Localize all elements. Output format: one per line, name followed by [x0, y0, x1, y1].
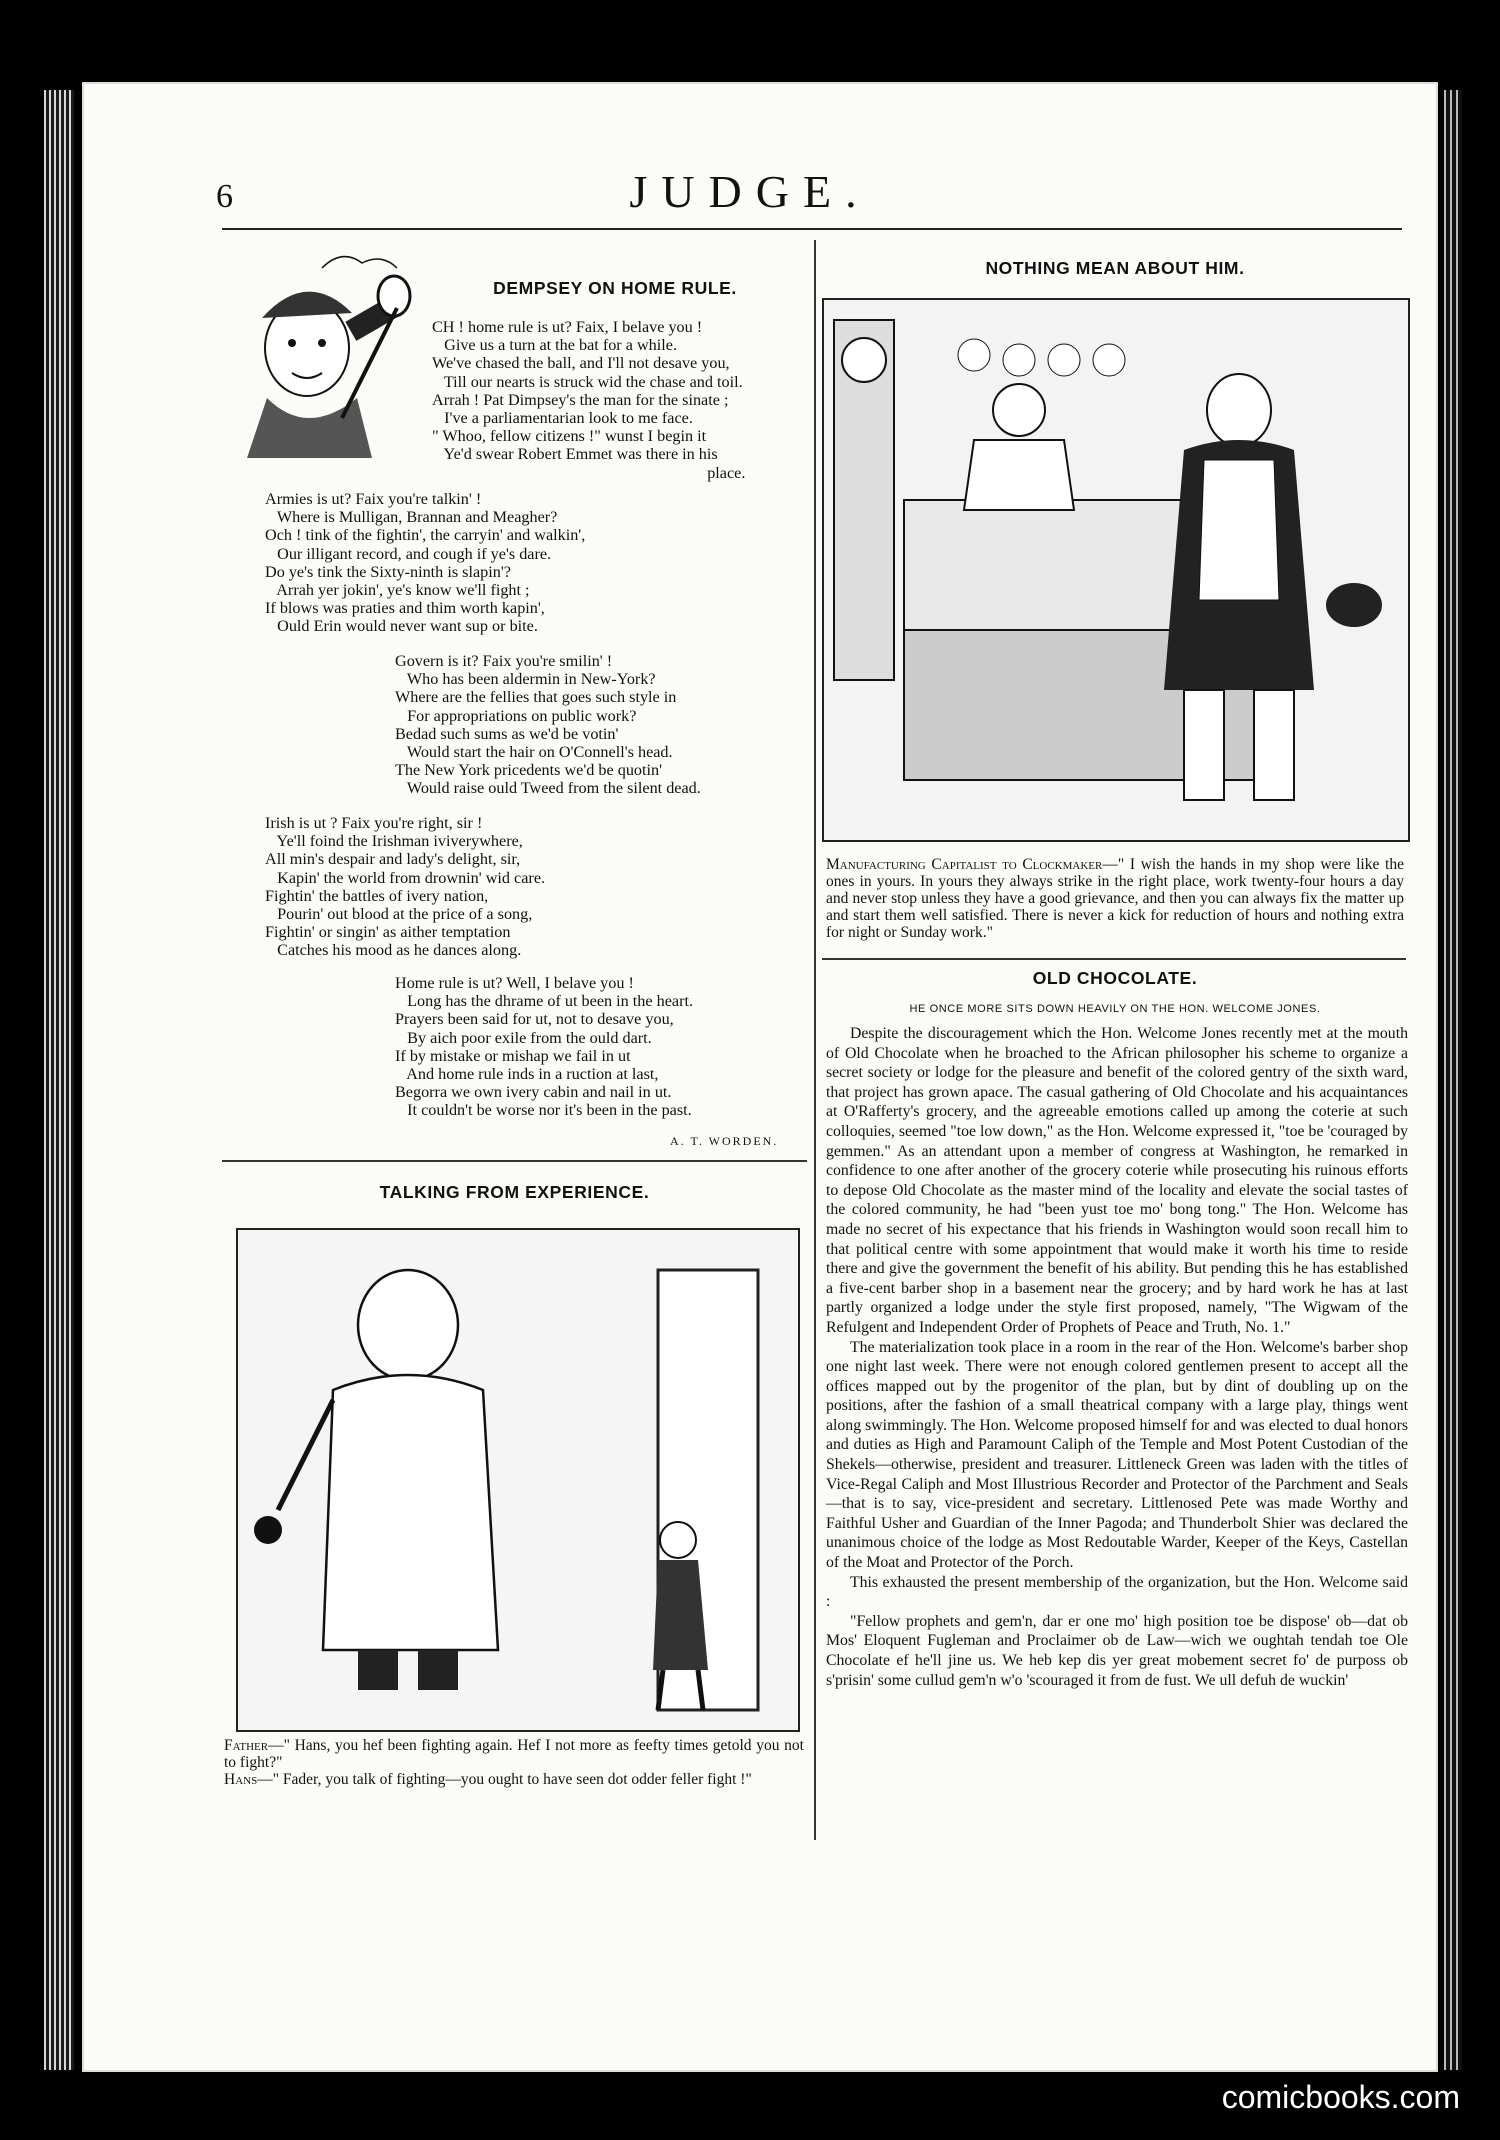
- talking-drawing: [238, 1230, 798, 1730]
- chocolate-article: [826, 1024, 1408, 1690]
- nothing-mean-title: NOTHING MEAN ABOUT HIM.: [985, 258, 1245, 278]
- chocolate-paragraph-3: This exhausted the present membership of the organization, but the Hon. Welcome said :: [826, 1573, 1408, 1611]
- watermark: comicbooks.com: [1221, 2079, 1460, 2115]
- talking-illustration: [236, 1228, 800, 1732]
- dempsey-author: A. T. WORDEN.: [670, 1134, 779, 1148]
- capitalist-text: —" I wish the hands in my shop were like the ones in yours. In yours they always strike in the right place, work twenty-four hours a day and never stop unless they have a good grievance, and then you can always fix the matter up and start them well satisfied. There is never a kick for reduction of hours and nothing extra for night or Sunday work.": [826, 856, 1404, 941]
- dempsey-illustration: [222, 248, 412, 458]
- nothing-mean-caption: [826, 856, 1404, 941]
- clockmaker-illustration: [822, 298, 1410, 842]
- left-section-rule: [222, 1160, 807, 1162]
- father-text: —" Hans, you hef been fighting again. Hef I not more as feefty times getold you not to fight?": [224, 1737, 804, 1771]
- dempsey-stanza-2: Armies is ut? Faix you're talkin' ! Where is Mulligan, Brannan and Meagher? Och ! tink of the fightin', the carryin' and walkin', Our illigant record, and cough if ye's dare. Do ye's tink the Sixty-ninth is slapin'? Arrah yer jokin', ye's know we'll fight ; If blows was praties and thim worth kapin', Ould Erin would never want sup or bite.: [265, 490, 586, 636]
- masthead: JUDGE.: [629, 166, 871, 217]
- page-number: 6: [216, 178, 233, 215]
- chocolate-paragraph-1: Despite the discouragement which the Hon. Welcome Jones recently met at the mouth of Old Chocolate when he broached to the African philosopher his scheme to organize a secret society or lodge for the pleasure and benefit of the colored gentry of the sixth ward, that project has grown apace. The casual gathering of Old Chocolate and his acquaintances at O'Rafferty's grocery, and the agreeable emotions called up among the coterie at such colloquies, seemed "toe low down," as the Hon. Welcome expressed it, "toe be 'couraged by gemmen." As an attendant upon a member of congress at Washington, he remarked in confidence to one after another of the grocery coterie while prosecuting his ruinous efforts to depose Old Chocolate as the master mind of the locality and elevate the social tastes of the colored community, he had "been yust toe mo' bong tong." The Hon. Welcome has made no secret of his expectance that his friends in Washington would soon recall him to that political centre with some appointment that would make it worth his time to reside there and give the government the benefit of his ability. But pending this he has established a five-cent barber shop in a basement near the grocery; and by hard work he has at last partly organized a lodge under the style first proposed, namely, "The Wigwam of the Refulgent and Independent Order of Prophets of Peace and Truth, No. 1.": [826, 1025, 1408, 1336]
- dempsey-sketch: [222, 248, 412, 458]
- dempsey-stanza-3: Govern is it? Faix you're smilin' ! Who has been aldermin in New-York? Where are the fellies that goes such style in For appropriations on public work? Bedad such sums as we'd be votin' Would start the hair on O'Connell's head. The New York pricedents we'd be quotin' Would raise ould Tweed from the silent dead.: [395, 652, 701, 798]
- dempsey-stanza-1: CH ! home rule is ut? Faix, I belave you ! Give us a turn at the bat for a while. We've chased the ball, and I'll not desave you, Till our nearts is struck wid the chase and toil. Arrah ! Pat Dimpsey's the man for the sinate ; I've a parliamentarian look to me face. " Whoo, fellow citizens !" wunst I begin it Ye'd swear Robert Emmet was there in his place.: [432, 318, 746, 482]
- hans-label: Hans: [224, 1771, 258, 1788]
- chocolate-paragraph-2: The materialization took place in a room in the rear of the Hon. Welcome's barber shop one night last week. There were not enough colored gentlemen present to accept all the offices mapped out by the progenitor of the plan, but by dint of doubling up on the positions, after the fashion of a small theatrical company with a large play, things went along swimmingly. The Hon. Welcome proposed himself for and was elected to dual honors and duties as High and Paramount Caliph of the Temple and Most Potent Custodian of the Shekels—otherwise, president and treasurer. Littleneck Green was laden with the titles of Vice-Regal Caliph and Most Illustrious Recorder and Protector of the Parchment and Seals—that is to say, vice-president and secretary. Littlenosed Pete was made Worthy and Faithful Usher and Guardian of the Inner Pagoda; and Thunderbolt Shier was declared the unanimous choice of the lodge as Most Redoutable Warder, Keeper of the Keys, Castellan of the Moat and Protector of the Porch.: [826, 1338, 1408, 1572]
- binding-edge-left: [44, 90, 74, 2070]
- binding-edge-right: [1444, 90, 1462, 2070]
- clockmaker-drawing: [824, 300, 1408, 840]
- dempsey-title: DEMPSEY ON HOME RULE.: [493, 278, 737, 298]
- father-label: Father: [224, 1737, 269, 1754]
- capitalist-label: Manufacturing Capitalist to Clockmaker: [826, 856, 1103, 873]
- chocolate-title: OLD CHOCOLATE.: [1032, 968, 1198, 988]
- talking-title: TALKING FROM EXPERIENCE.: [379, 1182, 650, 1202]
- dempsey-stanza-4: Irish is ut ? Faix you're right, sir ! Ye'll foind the Irishman iviverywhere, All min's despair and lady's delight, sir, Kapin' the world from drownin' wid care. Fightin' the battles of ivery nation, Pourin' out blood at the price of a song, Fightin' or singin' as aither temptation Catches his mood as he dances along.: [265, 814, 546, 960]
- header-rule: [222, 228, 1402, 230]
- hans-text: —" Fader, you talk of fighting—you ought to have seen dot odder feller fight !": [257, 1771, 752, 1788]
- right-section-rule: [822, 958, 1406, 960]
- column-divider: [814, 240, 816, 1840]
- talking-caption: [224, 1737, 804, 1788]
- dempsey-stanza-5: Home rule is ut? Well, I belave you ! Long has the dhrame of ut been in the heart. Prayers been said for ut, not to desave you, By aich poor exile from the ould dart. If by mistake or mishap we fail in ut And home rule inds in a ruction at last, Begorra we own ivery cabin and nail in ut. It couldn't be worse nor it's been in the past.: [395, 974, 694, 1120]
- chocolate-paragraph-4: "Fellow prophets and gem'n, dar er one mo' high position toe be dispose' ob—dat ob Mos' Eloquent Fugleman and Proclaimer ob de Law—wich we oughtah tendah toe Ole Chocolate ef he'll jine us. We heb kep dis yer great mobement secret fo' de purposs ob s'prisin' some cullud gem'n w'o 'scouraged it from de fust. We ull defuh de wuckin': [826, 1612, 1408, 1689]
- chocolate-subtitle: HE ONCE MORE SITS DOWN HEAVILY ON THE HON. WELCOME JONES.: [909, 1003, 1321, 1015]
